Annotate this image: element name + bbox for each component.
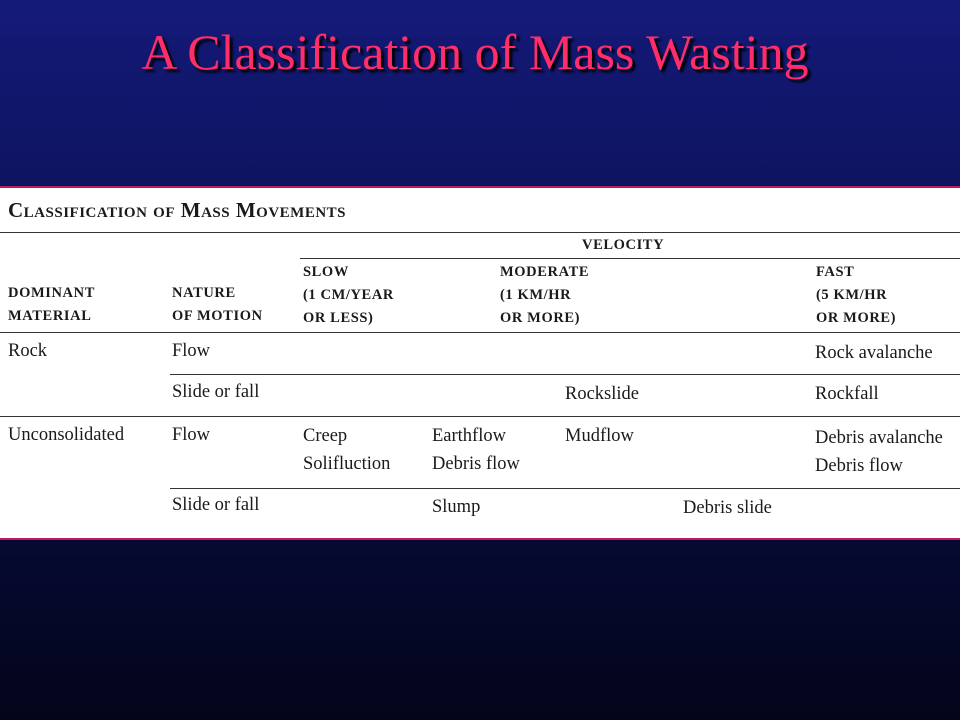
cell-motion: Slide or fall — [172, 495, 260, 515]
velocity-rule — [300, 258, 960, 259]
header-slow: SLOW (1 CM/YEAR OR LESS) — [303, 264, 394, 326]
cell-moderate: Rockslide — [565, 384, 639, 404]
group-rule — [0, 416, 960, 417]
header-moderate: MODERATE (1 KM/HR OR MORE) — [500, 264, 590, 326]
cell-fast: Rockfall — [815, 384, 879, 404]
header-motion: NATURE OF MOTION — [172, 285, 263, 324]
cell-moderate: Mudflow — [565, 426, 634, 446]
row-rule — [170, 374, 960, 375]
caption-rule — [0, 232, 960, 233]
cell-slow-moderate: Slump — [432, 497, 481, 517]
table-caption: Classification of Mass Movements — [8, 198, 347, 222]
velocity-header: VELOCITY — [582, 237, 665, 253]
header-fast: FAST (5 KM/HR OR MORE) — [816, 264, 897, 326]
cell-motion: Flow — [172, 425, 211, 445]
cell-moderate-fast: Debris slide — [683, 498, 772, 518]
cell-material: Unconsolidated — [8, 425, 125, 445]
cell-slow: Creep Solifluction — [303, 426, 391, 474]
row-rule — [170, 488, 960, 489]
cell-slow-moderate: Earthflow Debris flow — [432, 426, 520, 474]
header-rule — [0, 332, 960, 333]
header-material: DOMINANT MATERIAL — [8, 285, 95, 324]
cell-motion: Slide or fall — [172, 382, 260, 402]
cell-motion: Flow — [172, 341, 211, 361]
cell-fast: Rock avalanche — [815, 343, 933, 363]
slide-title: A Classification of Mass Wasting — [141, 24, 809, 80]
cell-fast: Debris avalanche Debris flow — [815, 428, 943, 476]
classification-table — [0, 186, 960, 540]
cell-material: Rock — [8, 341, 48, 361]
